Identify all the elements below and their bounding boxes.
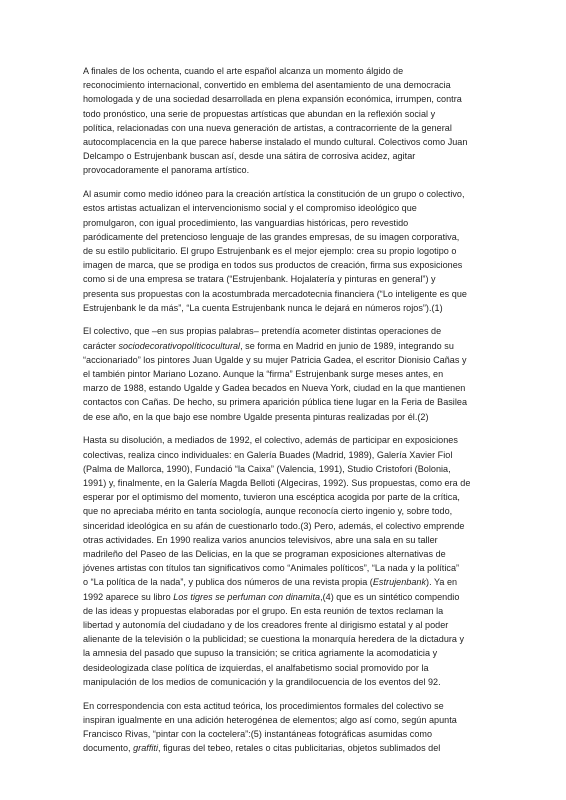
text-segment: la amnesia del pasado que supuso la transición; se critica agriamente la acomodaticia y (83, 648, 438, 659)
text-line (83, 632, 482, 646)
text-line (83, 339, 482, 353)
text-segment: Delcampo o Estrujenbank buscan así, desde una sátira de corrosiva acidez, agitar (83, 151, 416, 162)
body-paragraph (83, 324, 482, 423)
text-line (83, 92, 482, 106)
text-segment: documento, (83, 743, 134, 754)
text-segment: desideologizada clase política de izquierdas, el analfabetismo social promovido por la (83, 662, 429, 673)
text-line (83, 590, 482, 604)
text-segment: todo pronóstico, una serie de propuestas artísticas que abundan en la reflexión social y (83, 108, 436, 119)
italic-text: sociodecorativopolíticocultural (118, 340, 241, 351)
italic-text: graffiti (133, 743, 159, 754)
text-line (83, 244, 482, 258)
text-segment: Al asumir como medio idóneo para la creación artística la constitución de un grupo o colectivo, (83, 189, 465, 200)
text-segment: Estrujenbank le da más”, “La cuenta Estrujenbank nunca le dejará en números rojos”).(1) (83, 302, 443, 313)
text-line (83, 561, 482, 575)
text-line (83, 713, 482, 727)
text-line (83, 163, 482, 177)
text-line (83, 604, 482, 618)
text-line (83, 661, 482, 675)
text-segment: homologada y de una sociedad desarrollada en plena expansión económica, irrumpen, contra (83, 94, 462, 105)
text-line (83, 727, 482, 741)
text-line (83, 675, 482, 689)
text-segment: contactos con Cañas. De hecho, su primera aparición pública tiene lugar en la Feria de Basilea (83, 397, 468, 408)
text-segment: presenta sus propuestas con la acostumbrada mercadotecnia financiera (“Lo inteligente es que (83, 288, 467, 299)
italic-text: Estrujenbank (372, 577, 427, 588)
text-line (83, 187, 482, 201)
body-paragraph (83, 64, 482, 178)
text-line (83, 448, 482, 462)
text-segment: o “La política de la nada”, y publica dos números de una revista propia ( (83, 577, 373, 588)
text-segment: inspiran igualmente en una adición heterogénea de elementos; algo así como, según apunta (83, 714, 457, 725)
text-segment: A finales de los ochenta, cuando el arte español alcanza un momento álgido de (83, 66, 404, 76)
text-line (83, 287, 482, 301)
text-line (83, 533, 482, 547)
text-segment: autocomplacencia en la que parece haberse instalado el mundo cultural. Colectivos como Juan (83, 137, 468, 148)
text-segment: de las ideas y propuestas elaboradas por el grupo. En esta reunión de textos reclaman la (83, 605, 444, 616)
text-segment: libertad y autonomía del ciudadano y de los creadores frente al dirigismo estatal y al poder (83, 620, 449, 631)
text-line (83, 64, 482, 78)
text-line (83, 230, 482, 244)
italic-text: Los tigres se perfuman con dinamita (173, 591, 321, 602)
text-segment: carácter (83, 340, 119, 351)
body-paragraph (83, 699, 482, 756)
text-segment: alienante de la televisión o la publicidad; se cuestiona la monarquía heredera de la dictadura y (83, 634, 465, 645)
text-line (83, 201, 482, 215)
text-line (83, 135, 482, 149)
text-segment: reconocimiento internacional, convertido en emblema del asentamiento de una democracia (83, 80, 451, 91)
text-segment: ,(4) que es un sintético compendio (320, 591, 460, 602)
text-line (83, 272, 482, 286)
text-segment: provocadoramente el panorama artístico. (83, 165, 250, 176)
body-paragraph (83, 187, 482, 315)
text-segment: Francisco Rivas, “pintar con la coctelera”:(5) instantáneas fotográficas asumidas como (83, 728, 433, 739)
text-segment: como si de una empresa se tratara (“Estrujenbank. Hojalatería y pinturas en general”) y (83, 274, 436, 285)
text-segment: , se forma en Madrid en junio de 1989, integrando su (240, 340, 454, 351)
text-line (83, 699, 482, 713)
text-line (83, 490, 482, 504)
text-line (83, 476, 482, 490)
text-line (83, 78, 482, 92)
text-line (83, 462, 482, 476)
text-line (83, 575, 482, 589)
text-line (83, 353, 482, 367)
text-line (83, 433, 482, 447)
text-segment: Hasta su disolución, a mediados de 1992, el colectivo, además de participar en exposiciones (83, 435, 458, 446)
text-line (83, 547, 482, 561)
text-segment: “accionariado” los pintores Juan Ugalde y su mujer Patricia Gadea, el escritor Dionisio Cañas y (83, 354, 467, 365)
text-line (83, 149, 482, 163)
text-line (83, 367, 482, 381)
text-line (83, 301, 482, 315)
text-segment: esperar por el optimismo del momento, tuvieron una escéptica acogida por parte de la crítica, (83, 492, 460, 503)
text-segment: colectivas, realiza cinco individuales: en Galería Buades (Madrid, 1989), Galería Xavier Fiol (83, 449, 453, 460)
text-segment: sinceridad ideológica en su afán de cuestionarlo todo.(3) Pero, además, el colectivo emprende (83, 520, 465, 531)
text-segment: manipulación de los medios de comunicación y la grandilocuencia de los eventos del 92. (83, 676, 441, 687)
text-segment: estos artistas actualizan el intervencionismo social y el compromiso ideológico que (83, 203, 417, 214)
text-line (83, 258, 482, 272)
text-line (83, 324, 482, 338)
text-line (83, 410, 482, 424)
body-paragraph (83, 433, 482, 689)
text-segment: que no apreciaba mérito en tanta sociología, aunque reconocía cierto ingenio y, sobre todo, (83, 506, 453, 517)
text-segment: 1992 aparece su libro (83, 591, 174, 602)
text-segment: marzo de 1988, estando Ugalde y Gadea becados en Nueva York, ciudad en la que mantienen (83, 383, 466, 394)
text-line (83, 646, 482, 660)
text-line (83, 618, 482, 632)
text-segment: En correspondencia con esta actitud teórica, los procedimientos formales del colectivo se (83, 700, 444, 711)
text-segment: jóvenes artistas con títulos tan significativos como “Animales políticos”, “La nada y la política” (83, 563, 460, 574)
text-segment: política, relacionadas con una nueva generación de artistas, a contracorriente de la general (83, 122, 452, 133)
text-segment: , figuras del tebeo, retales o citas publicitarias, objetos sublimados del (158, 743, 441, 754)
text-segment: otras actividades. En 1990 realiza varios anuncios televisivos, abre una sala en su taller (83, 534, 438, 545)
text-line (83, 381, 482, 395)
text-line (83, 519, 482, 533)
text-segment: El colectivo, que –en sus propias palabras– pretendía acometer distintas operaciones de (83, 326, 442, 337)
text-segment: (Palma de Mallorca, 1990), Fundació “la Caixa” (Valencia, 1991), Studio Cristofori (Bolonia, (83, 463, 451, 474)
text-line (83, 741, 482, 755)
text-segment: de ese año, en la que bajo ese nombre Ugalde presenta pinturas realizadas por él.(2) (83, 411, 429, 422)
text-segment: paródicamente del pretencioso lenguaje de las grandes empresas, de su imagen corporativa, (83, 231, 460, 242)
text-segment: imagen de marca, que se prodiga en todos sus productos de creación, firma sus exposiciones (83, 260, 463, 271)
text-segment: 1991) y, finalmente, en la Galería Magda Belloti (Algeciras, 1992). Sus propuestas, como era de (83, 477, 471, 488)
text-segment: promulgaron, con igual procedimiento, las vanguardias históricas, pero revestido (83, 217, 409, 228)
text-line (83, 395, 482, 409)
text-line (83, 504, 482, 518)
text-segment: de su estilo publicitario. El grupo Estrujenbank es el mejor ejemplo: crea su propio logotipo o (83, 245, 457, 256)
text-segment: el también pintor Mariano Lozano. Aunque la “firma” Estrujenbank surge meses antes, en (83, 369, 444, 380)
text-line (83, 216, 482, 230)
text-line (83, 107, 482, 121)
text-segment: ). Ya en (426, 577, 458, 588)
text-line (83, 121, 482, 135)
text-segment: madrileño del Paseo de las Delicias, en la que se programan exposiciones alternativas de (83, 549, 446, 559)
